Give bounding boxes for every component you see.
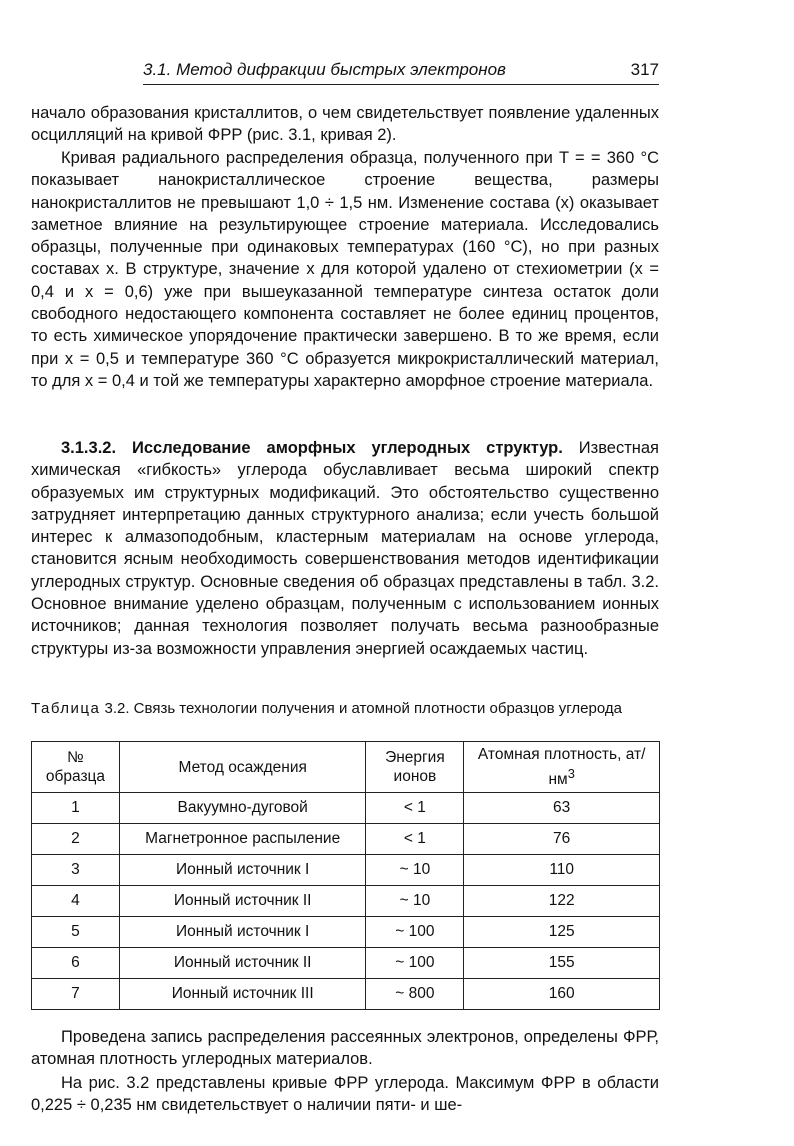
- header-density-exponent: 3: [567, 765, 575, 781]
- cell-number: 4: [32, 886, 120, 917]
- cell-density: 125: [464, 917, 660, 948]
- cell-density: 63: [464, 793, 660, 824]
- header-density-label: Атомная плотность, ат/нм: [477, 745, 646, 789]
- table-row: [32, 824, 660, 855]
- cell-energy: < 1: [366, 824, 464, 855]
- cell-number: 5: [32, 917, 120, 948]
- cell-number: 6: [32, 948, 120, 979]
- paragraph-1: начало образования кристаллитов, о чем свидетельствует появление удаленных осцилляций на кривой ФРР (рис. 3.1, кривая 2).: [31, 104, 659, 145]
- running-title: 3.1. Метод дифракции быстрых электронов: [143, 60, 506, 79]
- paragraph-4: Проведена запись распределения рассеянных электронов, определены ФРР, атомная плотность углеродных материалов.: [31, 1028, 659, 1069]
- cell-number: 7: [32, 979, 120, 1010]
- cell-method: Ионный источник II: [119, 948, 366, 979]
- header-method: Метод осаждения: [119, 742, 366, 793]
- paragraph-2: Кривая радиального распределения образца, полученного при T = = 360 °C показывает нанокристаллическое строение вещества, размеры нанокристаллитов не превышают 1,0 ÷ 1,5 нм. Изменение состава (x) оказывает заметное влияние на результирующее строение материала. Исследовались образцы, полученные при одинаковых температурах (160 °C), но при разных составах x. В структуре, значение x для которой удалено от стехиометрии (x = 0,4 и x = 0,6) уже при вышеуказанной температуре синтеза остаток доли свободного недостающего компонента составляет не более единиц процентов, то есть химическое упорядочение практически завершено. В то же время, если при x = 0,5 и температуре 360 °C образуется микрокристаллический материал, то для x = 0,4 и той же температуры характерно аморфное строение материала.: [31, 149, 659, 390]
- table-row: [32, 917, 660, 948]
- section-heading: 3.1.3.2. Исследование аморфных углеродных структур.: [61, 439, 563, 457]
- section-body: Известная химическая «гибкость» углерода обуславливает весьма широкий спектр образуемых им структурных модификаций. Это обстоятельство существенно затрудняет интерпретацию данных структурного анализа; если учесть большой интерес к алмазоподобным, кластерным материалам на основе углерода, становится ясным необходимость совершенствования методов идентификации углеродных структур. Основные сведения об образцах представлены в табл. 3.2. Основное внимание уделено образцам, полученным с использованием ионных источников; данная технология позволяет получать весьма разнообразные структуры из-за возможности управления энергией осаждаемых частиц.: [31, 439, 659, 658]
- page-number: 317: [630, 60, 659, 79]
- header-sample-number: № образца: [32, 742, 120, 793]
- cell-density: 110: [464, 855, 660, 886]
- cell-method: Вакуумно-дуговой: [119, 793, 366, 824]
- cell-energy: < 1: [366, 793, 464, 824]
- cell-method: Ионный источник II: [119, 886, 366, 917]
- cell-number: 2: [32, 824, 120, 855]
- table-row: [32, 855, 660, 886]
- data-table: [31, 741, 660, 1010]
- cell-number: 1: [32, 793, 120, 824]
- cell-energy: ~ 100: [366, 948, 464, 979]
- cell-number: 3: [32, 855, 120, 886]
- table-row: [32, 793, 660, 824]
- cell-density: 76: [464, 824, 660, 855]
- table-row: [32, 886, 660, 917]
- cell-method: Магнетронное распыление: [119, 824, 366, 855]
- cell-energy: ~ 10: [366, 855, 464, 886]
- paragraph-5: На рис. 3.2 представлены кривые ФРР углерода. Максимум ФРР в области 0,225 ÷ 0,235 нм свидетельствует о наличии пяти- и ше-: [31, 1074, 659, 1115]
- table-caption-label: Таблица: [31, 700, 101, 717]
- header-density: [464, 742, 660, 793]
- cell-method: Ионный источник I: [119, 917, 366, 948]
- cell-method: Ионный источник III: [119, 979, 366, 1010]
- table-row: [32, 979, 660, 1010]
- paragraph-3: [31, 437, 659, 660]
- header-energy: Энергия ионов: [366, 742, 464, 793]
- cell-density: 155: [464, 948, 660, 979]
- cell-energy: ~ 100: [366, 917, 464, 948]
- table-caption: [31, 700, 659, 718]
- table-header-row: [32, 742, 660, 793]
- table-row: [32, 948, 660, 979]
- cell-energy: ~ 10: [366, 886, 464, 917]
- running-header: [143, 60, 659, 85]
- cell-density: 122: [464, 886, 660, 917]
- cell-method: Ионный источник I: [119, 855, 366, 886]
- table-caption-text: 3.2. Связь технологии получения и атомной плотности образцов углерода: [100, 700, 622, 717]
- cell-density: 160: [464, 979, 660, 1010]
- cell-energy: ~ 800: [366, 979, 464, 1010]
